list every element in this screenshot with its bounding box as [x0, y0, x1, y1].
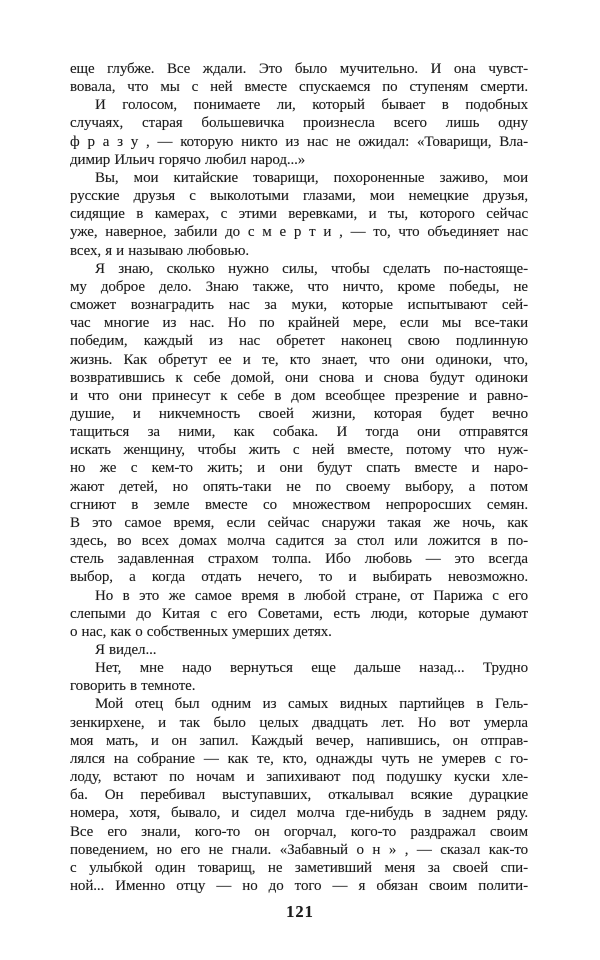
text-line: с улыбкой один товарищ, не заметивший меня за своей спи- — [70, 859, 528, 876]
text-line: лялся на собрание — как те, кто, однажды чуть не умерев с го- — [70, 750, 528, 767]
text-line: Я знаю, сколько нужно силы, чтобы сделать по-настояще- — [95, 260, 528, 277]
text-line: уже, наверное, забили до с м е р т и , — то, что объединяет нас — [70, 224, 528, 241]
text-line: му доброе дело. Знаю также, что ничто, кроме победы, не — [70, 278, 528, 295]
text-line: здесь, во всех домах молча садится за стол или ложится в по- — [70, 533, 528, 550]
text-line: о нас, как о собственных умерших детях. — [70, 623, 332, 640]
text-line: Нет, мне надо вернуться еще дальше назад... Трудно — [95, 660, 528, 677]
text-line: душие, и никчемность своей жизни, которая будет вечно — [70, 405, 528, 422]
text-line: зенкирхене, и так было целых двадцать лет. Но вот умерла — [70, 714, 528, 731]
text-line: победим, каждый из нас обретет наконец свою подлинную — [70, 333, 528, 350]
text-line: всех, я и называю любовью. — [70, 242, 250, 259]
text-line: ба. Он перебивал выступавших, откалывал всякие дурацкие — [70, 787, 528, 804]
text-line: Мой отец был одним из самых видных партийцев в Гель- — [95, 696, 528, 713]
text-line: сможет вознаградить нас за муки, которые испытывают сей- — [70, 297, 528, 314]
text-line: искать женщину, чтобы жить с ней вместе, потому что нуж- — [70, 442, 528, 459]
page-text-column — [70, 60, 528, 895]
text-line: еще глубже. Все ждали. Это было мучительно. И она чувст- — [70, 61, 528, 77]
text-line: В это самое время, если сейчас снаружи такая же ночь, как — [70, 514, 528, 531]
text-line: моя мать, и он запил. Каждый вечер, напившись, он отправ- — [70, 732, 528, 749]
text-line: поведением, но его не гнали. «Забавный о н » , — сказал как-то — [70, 841, 528, 858]
text-line: И голосом, понимаете ли, который бывает в подобных — [95, 97, 528, 114]
text-line: Но в это же самое время в любой стране, от Парижа с его — [95, 587, 528, 604]
text-line: выбор, а когда отдать нечего, то и выбирать невозможно. — [70, 569, 528, 586]
text-line: случаях, старая большевичка произнесла всего лишь одну — [70, 115, 528, 132]
text-line: Вы, мои китайские товарищи, похороненные заживо, мои — [95, 169, 528, 186]
text-line: и что они принесут к себе в дом всеобщее презрение и равно- — [70, 387, 528, 404]
text-line: русские друзья с выколотыми глазами, мои немецкие друзья, — [70, 188, 528, 205]
text-line: жизнь. Как обретут ее и те, кто знает, что они одиноки, что, — [70, 351, 528, 368]
text-line: стель задавленная страхом толпа. Ибо любовь — это всегда — [70, 551, 528, 568]
text-line: димир Ильич горячо любил народ...» — [70, 151, 306, 168]
text-line: жают детей, но опять-таки не по своему выбору, а потом — [70, 478, 528, 495]
page-number: 121 — [286, 902, 314, 921]
text-line: номера, хотя, бывало, и сидел молча где-нибудь в заднем ряду. — [70, 805, 528, 822]
text-line: слепыми до Китая с его Советами, есть люди, которые думают — [70, 605, 528, 622]
text-line: говорить в темноте. — [70, 678, 196, 695]
text-line: тащиться за ними, как собака. И тогда они отправятся — [70, 424, 528, 441]
text-line: вовала, что мы с ней вместе спускаемся по ступеням смерти. — [70, 79, 528, 96]
text-line: ф р а з у , — которую никто из нас не ожидал: «Товарищи, Вла- — [70, 133, 528, 150]
text-line: лоду, встают по ночам и запихивают под подушку куски хле- — [70, 769, 528, 786]
text-line: возвратившись к себе домой, они снова и снова будут одиноки — [70, 369, 528, 386]
text-line: Все его знали, кого-то он огорчал, кого-то раздражал своим — [70, 823, 528, 840]
text-line: но же с кем-то жить; и они будут спать вместе и наро- — [70, 460, 528, 477]
text-line: Я видел... — [95, 642, 157, 658]
text-line: ной... Именно отцу — но до того — я обязан своим полити- — [70, 878, 528, 895]
text-line: час многие из нас. Но по крайней мере, если мы все-таки — [70, 315, 528, 332]
text-line: сгниют в земле вместе со множеством непроросших семян. — [70, 496, 528, 513]
text-line: сидящие в камерах, с этими веревками, и ты, которого сейчас — [70, 206, 528, 223]
